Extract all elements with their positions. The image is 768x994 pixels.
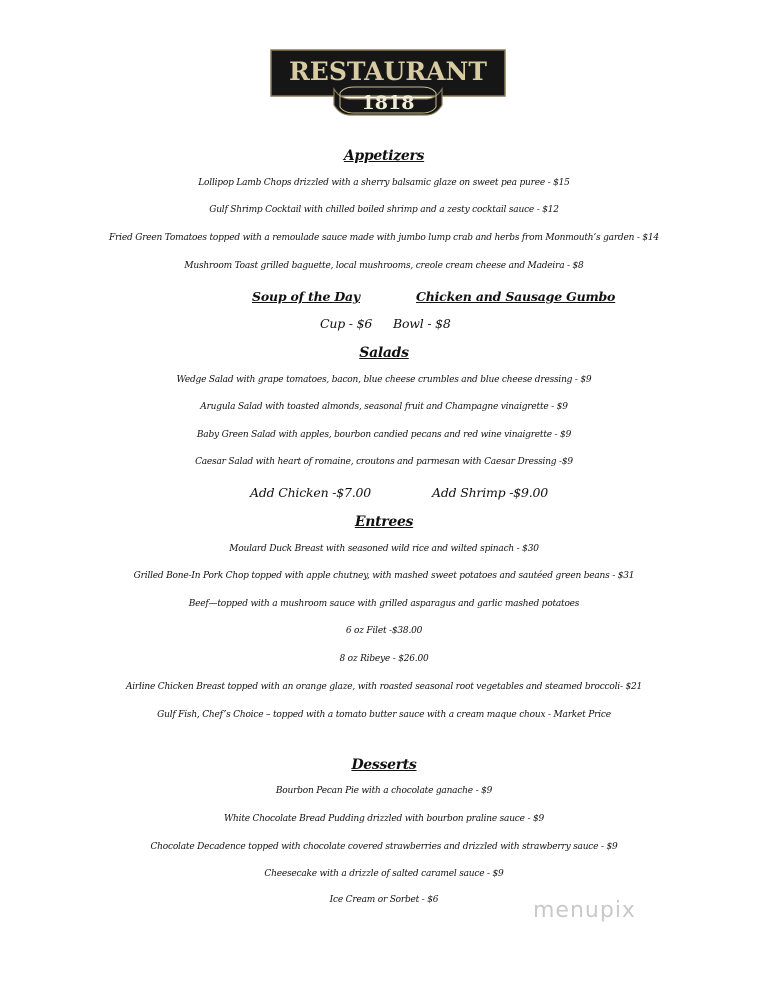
add-shrimp: Add Shrimp -$9.00 — [432, 485, 549, 500]
menu-item: Moulard Duck Breast with seasoned wild rice and wilted spinach - $30 — [229, 544, 539, 554]
logo-line2: 1818 — [361, 92, 415, 114]
soup-name: Chicken and Sausage Gumbo — [416, 289, 616, 304]
menu-item: Grilled Bone-In Pork Chop topped with apple chutney, with mashed sweet potatoes and sautéed green beans - $31 — [133, 571, 635, 581]
desserts-heading: Desserts — [351, 757, 417, 773]
menu-item: Cheesecake with a drizzle of salted caramel sauce - $9 — [264, 869, 504, 879]
soup-cup-price: Cup - $6 — [320, 316, 373, 331]
menu-item: Lollipop Lamb Chops drizzled with a sherry balsamic glaze on sweet pea puree - $15 — [198, 178, 570, 188]
logo-line1: RESTAURANT — [289, 57, 487, 86]
restaurant-logo — [270, 49, 506, 117]
menu-item: Gulf Fish, Chef’s Choice – topped with a tomato butter sauce with a cream maque choux - Market Price — [157, 710, 611, 720]
menu-item: Caesar Salad with heart of romaine, croutons and parmesan with Caesar Dressing -$9 — [195, 457, 573, 467]
logo-badge — [270, 49, 506, 117]
salads-heading: Salads — [359, 345, 409, 361]
menu-item: Arugula Salad with toasted almonds, seasonal fruit and Champagne vinaigrette - $9 — [200, 402, 568, 412]
menu-item: 6 oz Filet -$38.00 — [345, 626, 423, 636]
menu-item: Gulf Shrimp Cocktail with chilled boiled shrimp and a zesty cocktail sauce - $12 — [209, 205, 559, 215]
menu-item: Airline Chicken Breast topped with an orange glaze, with roasted seasonal root vegetables and steamed broccoli- $21 — [125, 682, 643, 692]
soup-bowl-price: Bowl - $8 — [393, 316, 451, 331]
menu-item: Fried Green Tomatoes topped with a remoulade sauce made with jumbo lump crab and herbs from Monmouth’s garden - $14 — [109, 233, 659, 243]
menu-item: 8 oz Ribeye - $26.00 — [339, 654, 429, 664]
menu-item: Chocolate Decadence topped with chocolate covered strawberries and drizzled with strawberry sauce - $9 — [150, 842, 618, 852]
menu-item: Ice Cream or Sorbet - $6 — [329, 895, 439, 905]
menu-item: Baby Green Salad with apples, bourbon candied pecans and red wine vinaigrette - $9 — [196, 430, 572, 440]
soup-label: Soup of the Day — [252, 289, 360, 304]
menupix-watermark: menupix — [533, 898, 636, 923]
menu-item: Bourbon Pecan Pie with a chocolate ganache - $9 — [275, 786, 493, 796]
menu-item: Wedge Salad with grape tomatoes, bacon, blue cheese crumbles and blue cheese dressing - $9 — [176, 375, 592, 385]
add-chicken: Add Chicken -$7.00 — [250, 485, 372, 500]
menu-item: White Chocolate Bread Pudding drizzled with bourbon praline sauce - $9 — [224, 814, 544, 824]
appetizers-heading: Appetizers — [343, 148, 425, 164]
menu-item: Beef—topped with a mushroom sauce with grilled asparagus and garlic mashed potatoes — [188, 599, 580, 609]
entrees-heading: Entrees — [354, 514, 414, 530]
menu-item: Mushroom Toast grilled baguette, local mushrooms, creole cream cheese and Madeira - $8 — [184, 261, 584, 271]
